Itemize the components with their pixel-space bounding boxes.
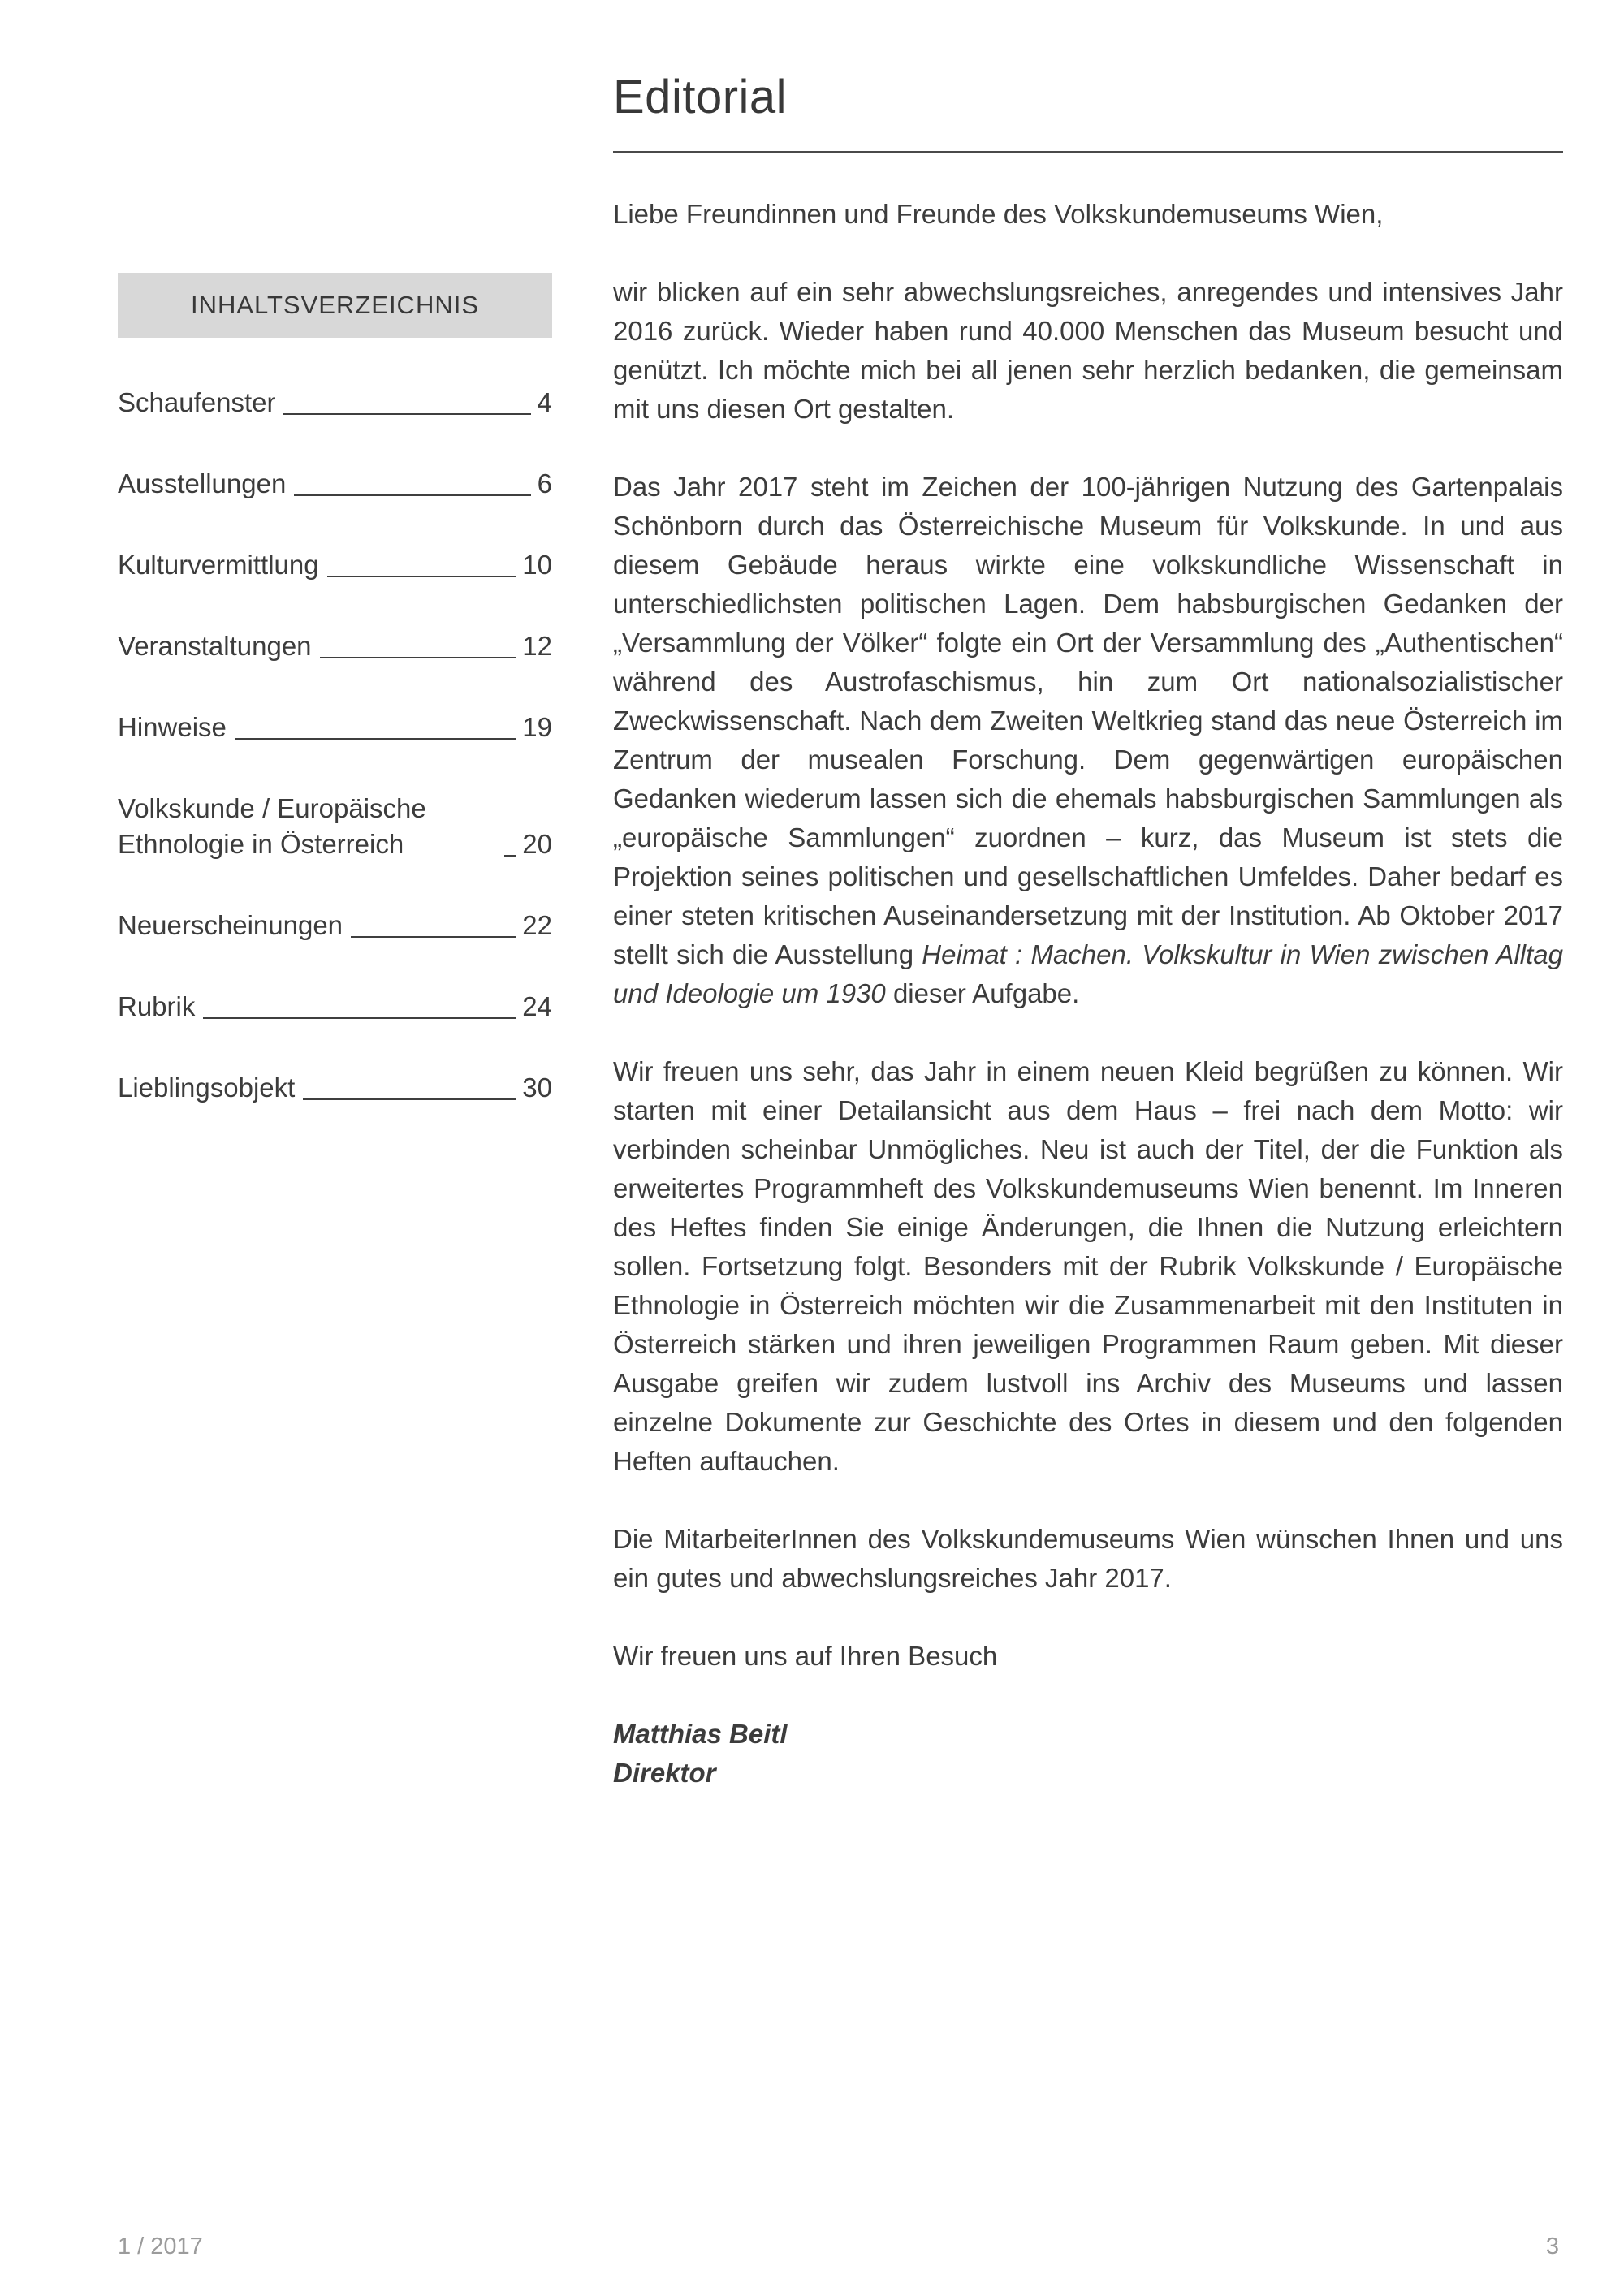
toc-item-label: Ausstellungen: [118, 468, 287, 498]
toc-leader-line: [303, 1098, 516, 1100]
toc-list: [118, 385, 552, 1106]
toc-item: [118, 989, 552, 1025]
toc-item: [118, 1070, 552, 1106]
signature-role: Direktor: [613, 1757, 716, 1788]
toc-item-label: Kulturvermittlung: [118, 550, 319, 580]
footer-page-number: 3: [1545, 2233, 1559, 2259]
toc-item-label: Hinweise: [118, 712, 227, 742]
toc-item: [118, 385, 552, 421]
toc-page-number: 10: [522, 550, 552, 580]
editorial-paragraph: Das Jahr 2017 steht im Zeichen der 100-jährigen Nutzung des Gartenpalais Schönborn durch das Österreichische Museum für Volkskunde. In und aus diesem Gebäude heraus wirkte eine volkskundliche Wissenschaft in unterschiedlichsten politischen Lagen. Dem habsburgischen Gedanken der „Versammlung der Völker“ folgte ein Ort der Versammlung des „Authentischen“ während des Austrofaschismus, hin zum Ort nationalsozialistischer Zweckwissenschaft. Nach dem Zweiten Weltkrieg stand das neue Österreich im Zentrum der musealen Forschung. Dem gegenwärtigen europäischen Gedanken wiederum lassen sich die ehemals habsburgischen Sammlungen als „europäische Sammlungen“ zuordnen – kurz, das Museum ist stets die Projektion seines politischen und gesellschaftlichen Umfeldes. Daher bedarf es einer steten kritischen Auseinandersetzung mit der Institution. Ab Oktober 2017 stellt sich die Ausstellung Heimat : Machen. Volkskultur in Wien zwischen Alltag und Ideologie um 1930 dieser Aufgabe.: [613, 471, 1563, 1008]
toc-page-number: 30: [522, 1072, 552, 1103]
toc-leader-line: [351, 936, 516, 938]
editorial-body: [613, 195, 1563, 1676]
toc-item-label: Lieblingsobjekt: [118, 1072, 296, 1103]
toc-leader-line: [235, 738, 516, 740]
toc-page-number: 4: [537, 387, 552, 417]
toc-item: [118, 628, 552, 664]
table-of-contents: [118, 273, 552, 1151]
toc-page-number: 19: [522, 712, 552, 742]
editorial-paragraph: Wir freuen uns auf Ihren Besuch: [613, 1640, 998, 1671]
toc-leader-line: [294, 494, 530, 496]
toc-item: [118, 547, 552, 583]
toc-item-label: Neuerscheinungen: [118, 910, 343, 940]
toc-leader-line: [320, 657, 516, 658]
page-title: Editorial: [613, 71, 788, 123]
toc-page-number: 12: [522, 631, 552, 661]
signature-block: [613, 1715, 1563, 1793]
toc-item: [118, 710, 552, 745]
signature-name: Matthias Beitl: [613, 1718, 788, 1749]
toc-item: [118, 908, 552, 943]
toc-item-label: Volkskunde / Europäische Ethnologie in Österreich: [118, 793, 426, 859]
toc-page-number: 20: [522, 829, 552, 859]
toc-item: [118, 791, 552, 862]
editorial-paragraph: Liebe Freundinnen und Freunde des Volkskundemuseums Wien,: [613, 198, 1384, 229]
footer-issue: 1 / 2017: [118, 2233, 203, 2259]
toc-leader-line: [203, 1017, 516, 1019]
toc-page-number: 22: [522, 910, 552, 940]
title-rule: [613, 151, 1563, 153]
toc-leader-line: [327, 576, 516, 577]
toc-header: INHALTSVERZEICHNIS: [118, 273, 552, 338]
toc-item: [118, 466, 552, 502]
toc-leader-line: [504, 855, 516, 857]
toc-item-label: Schaufenster: [118, 387, 276, 417]
toc-leader-line: [283, 413, 530, 415]
editorial-paragraph: wir blicken auf ein sehr abwechslungsreiches, anregendes und intensives Jahr 2016 zurück. Wieder haben rund 40.000 Menschen das Museum besucht und genützt. Ich möchte mich bei all jenen sehr herzlich bedanken, die gemeinsam mit uns diesen Ort gestalten.: [613, 276, 1563, 424]
toc-item-label: Veranstaltungen: [118, 631, 312, 661]
editorial-paragraph: Wir freuen uns sehr, das Jahr in einem neuen Kleid begrüßen zu können. Wir starten mit einer Detailansicht aus dem Haus – frei nach dem Motto: wir verbinden scheinbar Unmögliches. Neu ist auch der Titel, der die Funktion als erweitertes Programmheft des Volkskundemuseums Wien benennt. Im Inneren des Heftes finden Sie einige Änderungen, die Ihnen die Nutzung erleichtern sollen. Fortsetzung folgt. Besonders mit der Rubrik Volkskunde / Europäische Ethnologie in Österreich möchten wir die Zusammenarbeit mit den Instituten in Österreich stärken und ihren jeweiligen Programmen Raum geben. Mit dieser Ausgabe greifen wir zudem lustvoll ins Archiv des Museums und lassen einzelne Dokumente zur Geschichte des Ortes in diesem und den folgenden Heften auftauchen.: [613, 1055, 1563, 1476]
toc-page-number: 6: [537, 468, 552, 498]
editorial-column: [613, 71, 1563, 1793]
toc-page-number: 24: [522, 991, 552, 1021]
toc-item-label: Rubrik: [118, 991, 196, 1021]
editorial-paragraph: Die MitarbeiterInnen des Volkskundemuseums Wien wünschen Ihnen und uns ein gutes und abwechslungsreiches Jahr 2017.: [613, 1523, 1563, 1593]
